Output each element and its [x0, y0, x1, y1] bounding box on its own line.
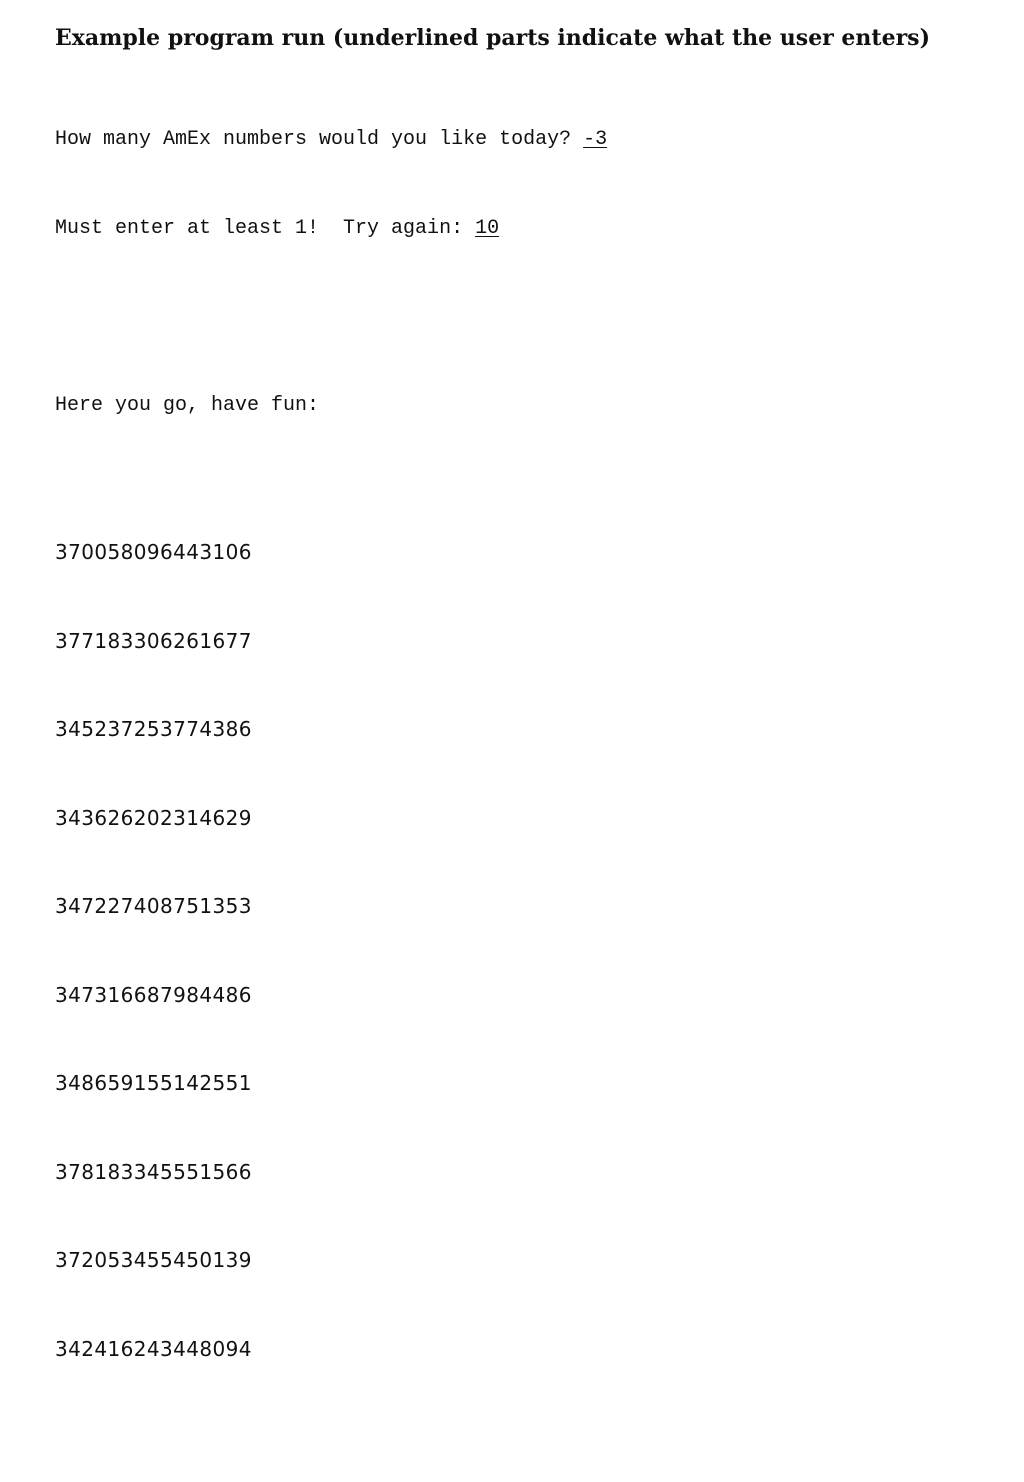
list-item: 370058096443106: [55, 540, 252, 564]
list-item: 347227408751353: [55, 894, 252, 918]
user-input-value: -3: [583, 128, 608, 151]
list-item: 342416243448094: [55, 1336, 252, 1361]
prompt-line-2: [55, 214, 995, 244]
prompt-line-1: [55, 125, 995, 155]
document-page: [55, 22, 995, 1482]
list-item: 347316687984486: [55, 982, 252, 1007]
list-item: 348659155142551: [55, 1071, 252, 1095]
prompt-text: Must enter at least 1! Try again:: [55, 216, 476, 240]
number-list: [55, 479, 995, 1423]
output-header: Here you go, have fun:: [55, 393, 320, 417]
list-item: 372053455450139: [55, 1248, 252, 1272]
list-item: 377183306261677: [55, 628, 252, 653]
program-run-transcript: [55, 66, 995, 1482]
prompt-text: How many AmEx numbers would you like today?: [55, 128, 584, 151]
blank-line: [55, 302, 995, 332]
list-item: 345237253774386: [55, 717, 252, 741]
page-heading: Example program run (underlined parts indicate what the user enters): [55, 25, 930, 51]
user-input-value: 10: [475, 216, 500, 240]
list-item: 378183345551566: [55, 1159, 252, 1184]
list-item: 343626202314629: [55, 805, 252, 830]
